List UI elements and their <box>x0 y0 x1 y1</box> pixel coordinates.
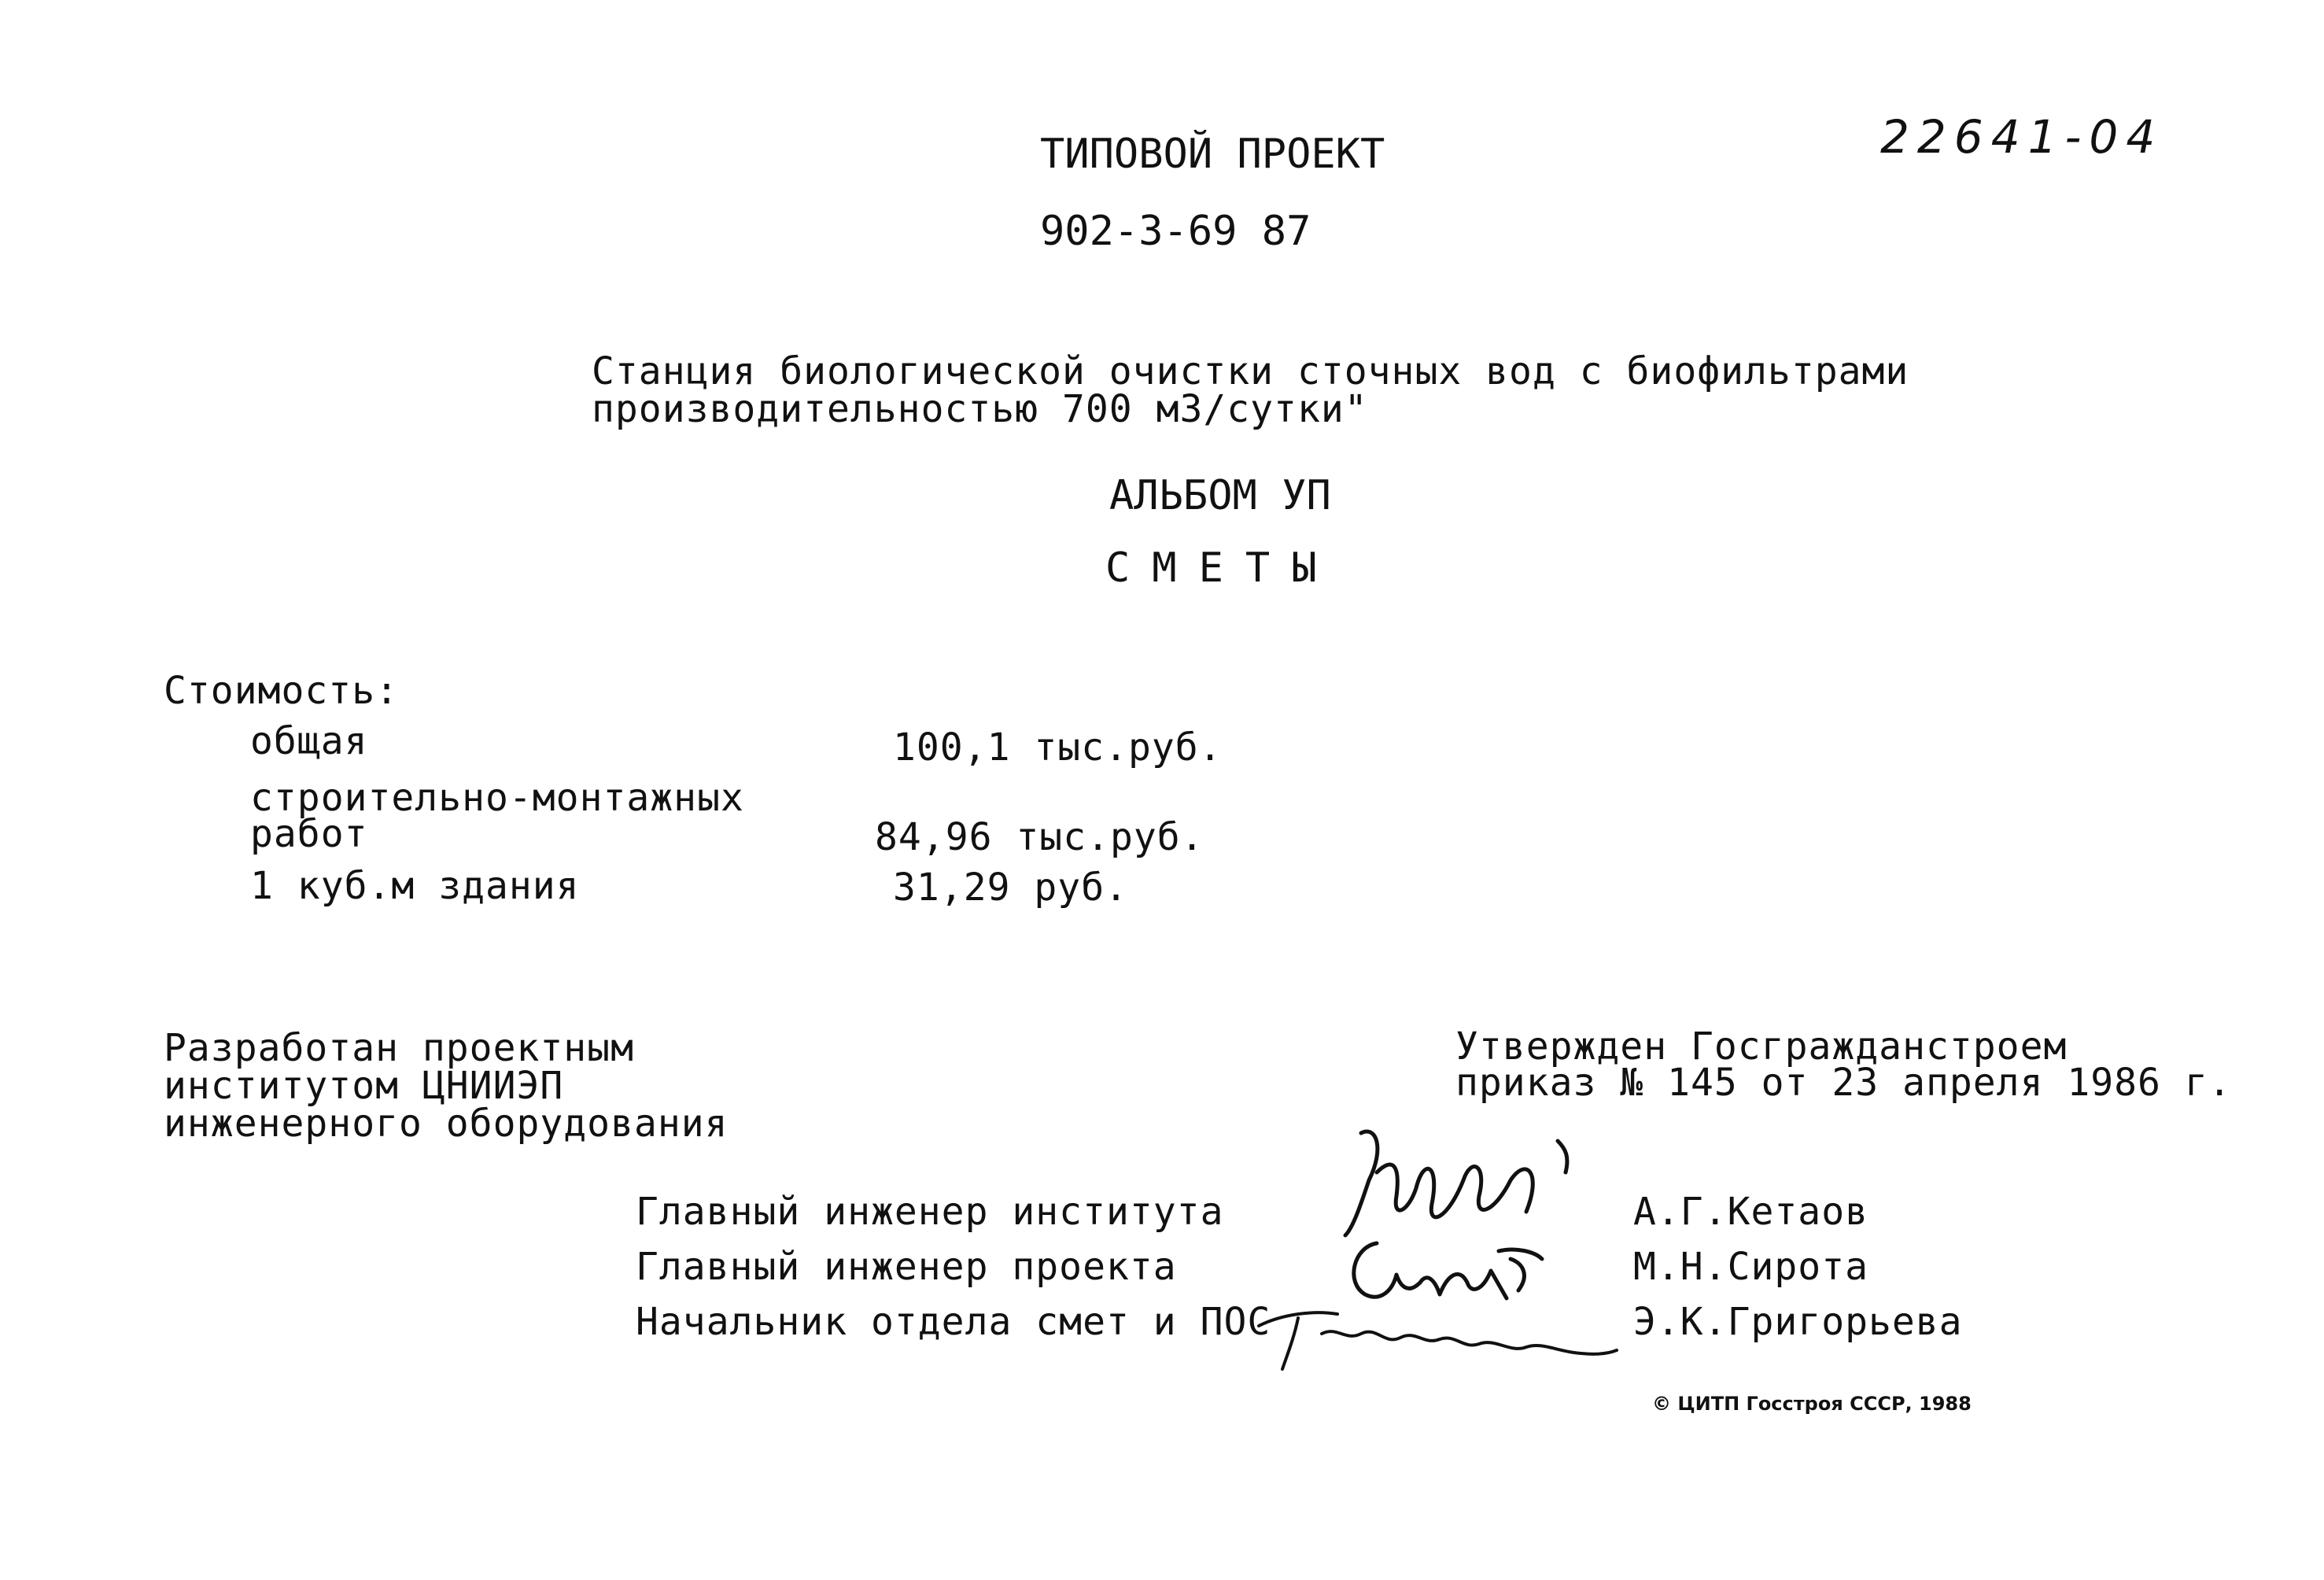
subject-line-1: Станция биологической очистки сточных вод с биофильтрами <box>592 349 1909 393</box>
cost-label-total: общая <box>250 719 368 763</box>
document-type-title: ТИПОВОЙ ПРОЕКТ <box>1040 131 1385 178</box>
cost-label-per-cubic-meter: 1 куб.м здания <box>250 864 580 908</box>
signatory-position-chief-engineer-project: Главный инженер проекта <box>636 1245 1177 1289</box>
project-number: 902-3-69 87 <box>1040 208 1311 255</box>
subject-line-2: производительностью 700 м3/сутки" <box>592 387 1368 431</box>
archive-number: 22641-04 <box>1880 110 2164 164</box>
copyright-note: © ЦИТП Госстроя СССР, 1988 <box>1652 1393 1972 1415</box>
signatory-position-chief-engineer-institute: Главный инженер института <box>636 1190 1224 1234</box>
approval-line-1: Утвержден Госгражданстроем <box>1455 1024 2068 1069</box>
album-label: АЛЬБОМ УП <box>1109 472 1331 519</box>
signatory-position-head-estimates: Начальник отдела смет и ПОС <box>636 1300 1271 1344</box>
signatory-name-1: А.Г.Кетаов <box>1633 1190 1868 1234</box>
cost-label-construction-2: работ <box>250 812 368 856</box>
cost-value-total: 100,1 тыс.руб. <box>893 725 1223 770</box>
signatory-name-2: М.Н.Сирота <box>1633 1245 1868 1289</box>
cost-heading: Стоимость: <box>164 669 399 713</box>
cost-label-construction-1: строительно-монтажных <box>250 776 744 820</box>
signatory-name-3: Э.К.Григорьева <box>1633 1300 1963 1344</box>
cost-value-per-cubic-meter: 31,29 руб. <box>893 866 1128 910</box>
developer-line-3: инженерного оборудования <box>164 1102 729 1146</box>
developer-line-2: институтом ЦНИИЭП <box>164 1064 564 1108</box>
cost-value-construction: 84,96 тыс.руб. <box>875 815 1204 859</box>
signature-3 <box>1251 1290 1621 1377</box>
section-title: СМЕТЫ <box>1105 545 1339 592</box>
developer-line-1: Разработан проектным <box>164 1026 634 1070</box>
approval-line-2: приказ № 145 от 23 апреля 1986 г. <box>1455 1061 2232 1105</box>
